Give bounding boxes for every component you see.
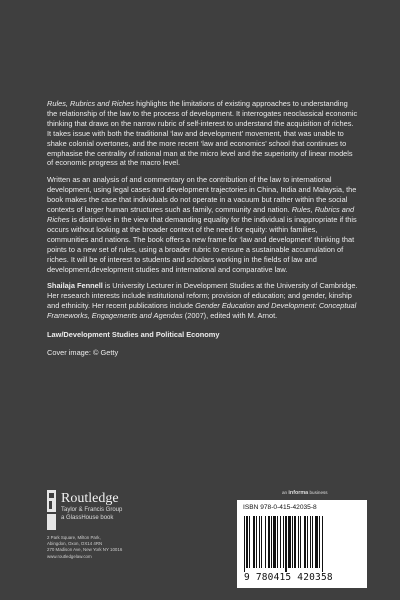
informa-brand: informa: [288, 490, 309, 496]
publisher-footer: [47, 490, 367, 590]
publisher-address: [47, 535, 122, 560]
barcode-bar: [256, 516, 257, 568]
description-paragraph-1: [47, 99, 359, 168]
isbn-number: ISBN 978-0-415-42035-8: [243, 504, 317, 511]
barcode-bar: [280, 516, 281, 568]
barcode-bar: [288, 516, 291, 568]
barcode-bar: [277, 516, 278, 568]
imprint-name: a GlassHouse book: [61, 515, 114, 521]
informa-suffix: business: [309, 490, 328, 495]
publisher-group: Taylor & Francis Group: [61, 507, 123, 513]
barcode-bar: [312, 516, 313, 568]
subject-category: Law/Development Studies and Political Economy: [47, 330, 220, 340]
barcode-digits: 9 780415 420358: [244, 572, 333, 583]
barcode-bar: [271, 516, 272, 568]
back-cover-text: [47, 99, 359, 358]
address-line: 270 Madison Ave, New York NY 10016: [47, 547, 123, 553]
barcode-bar: [307, 516, 308, 568]
cover-credit: Cover image: © Getty: [47, 347, 119, 357]
isbn-barcode-panel: [237, 500, 367, 588]
barcode-bar: [322, 516, 323, 572]
barcode-bar: [249, 516, 250, 568]
barcode-bar: [259, 516, 260, 568]
barcode-bar: [294, 516, 296, 568]
barcode-bar: [246, 516, 248, 568]
book-title-inline: Rules, Rubrics and Riches: [47, 99, 135, 108]
book-title-inline: Rules, Rubrics and Riches: [47, 205, 355, 224]
website-link: www.routledgelaw.com: [47, 553, 92, 559]
informa-prefix: an: [282, 490, 288, 495]
author-bio: [47, 281, 359, 321]
address-line: Abingdon, Oxon, OX14 4RN: [47, 541, 103, 547]
author-bio-text-b: (2007), edited with M. Arnot.: [182, 311, 278, 321]
description-paragraph-2: [47, 175, 359, 274]
barcode-bar: [300, 516, 301, 568]
author-name: Shailaja Fennell: [47, 281, 103, 291]
author-bio-text-a: is University Lecturer in Development Studies at the University of Cambridge. Her research interests include institutional reform; provision of education; and gender, kinship and ethnicity. Her recent publications include: [47, 281, 358, 311]
barcode-bar: [253, 516, 255, 568]
barcode-bar: [283, 516, 284, 568]
informa-business-label: [282, 490, 328, 496]
barcode-bar: [292, 516, 293, 568]
barcode-bar: [273, 516, 276, 568]
barcode-bar: [315, 516, 318, 568]
description-text-a: Written as an analysis of and commentary on the contribution of the law to international development, using legal cases and development trajectories in China, India and Malaysia, the book makes the case that individuals do not operate in a vacuum but rather within the social contexts of larger human structures such as family, community and nation.: [47, 175, 357, 215]
address-line: 2 Park Square, Milton Park,: [47, 535, 101, 540]
barcode-bar: [304, 516, 306, 568]
barcode-icon: [242, 516, 362, 572]
publication-title: Gender Education and Development: Conceptual Frameworks, Engagements and Agendas: [47, 301, 357, 321]
barcode-bar: [244, 516, 245, 572]
barcode-bar: [310, 516, 311, 568]
description-text: highlights the limitations of existing approaches to understanding the relationship of the law to the process of development. It interrogates neoclassical economic thinking that draws on the narrow rubric of self-interest to understand the acquisition of riches. It takes issue with both the traditional ‘law and development’ movement, that was unable to shake colonial overtones, and the more recent ‘law and economics’ school that continues to emphasise the centrality of rational man at the micro level and the superiority of linear models of economic progress at the macro level.: [47, 99, 358, 168]
routledge-logo-icon: [47, 490, 56, 530]
barcode-bar: [319, 516, 320, 568]
barcode-bar: [285, 516, 287, 572]
barcode-bar: [265, 516, 266, 568]
barcode-bar: [268, 516, 270, 568]
publisher-name: Routledge: [61, 491, 119, 506]
description-text-b: is distinctive in the view that demanding equality for the individual is inappropriate if this occurs without looking at the broader context of the need for equity: within families, communities and nations. The book offers a new frame for ‘law and development’ thinking that points to a new set of rules, using a broader rubric to ensure a sustainable accumulation of riches. It will be of interest to students and scholars working in the fields of law and development,development studies and international and comparative law.: [47, 214, 357, 274]
barcode-bar: [298, 516, 299, 568]
barcode-bar: [261, 516, 262, 568]
